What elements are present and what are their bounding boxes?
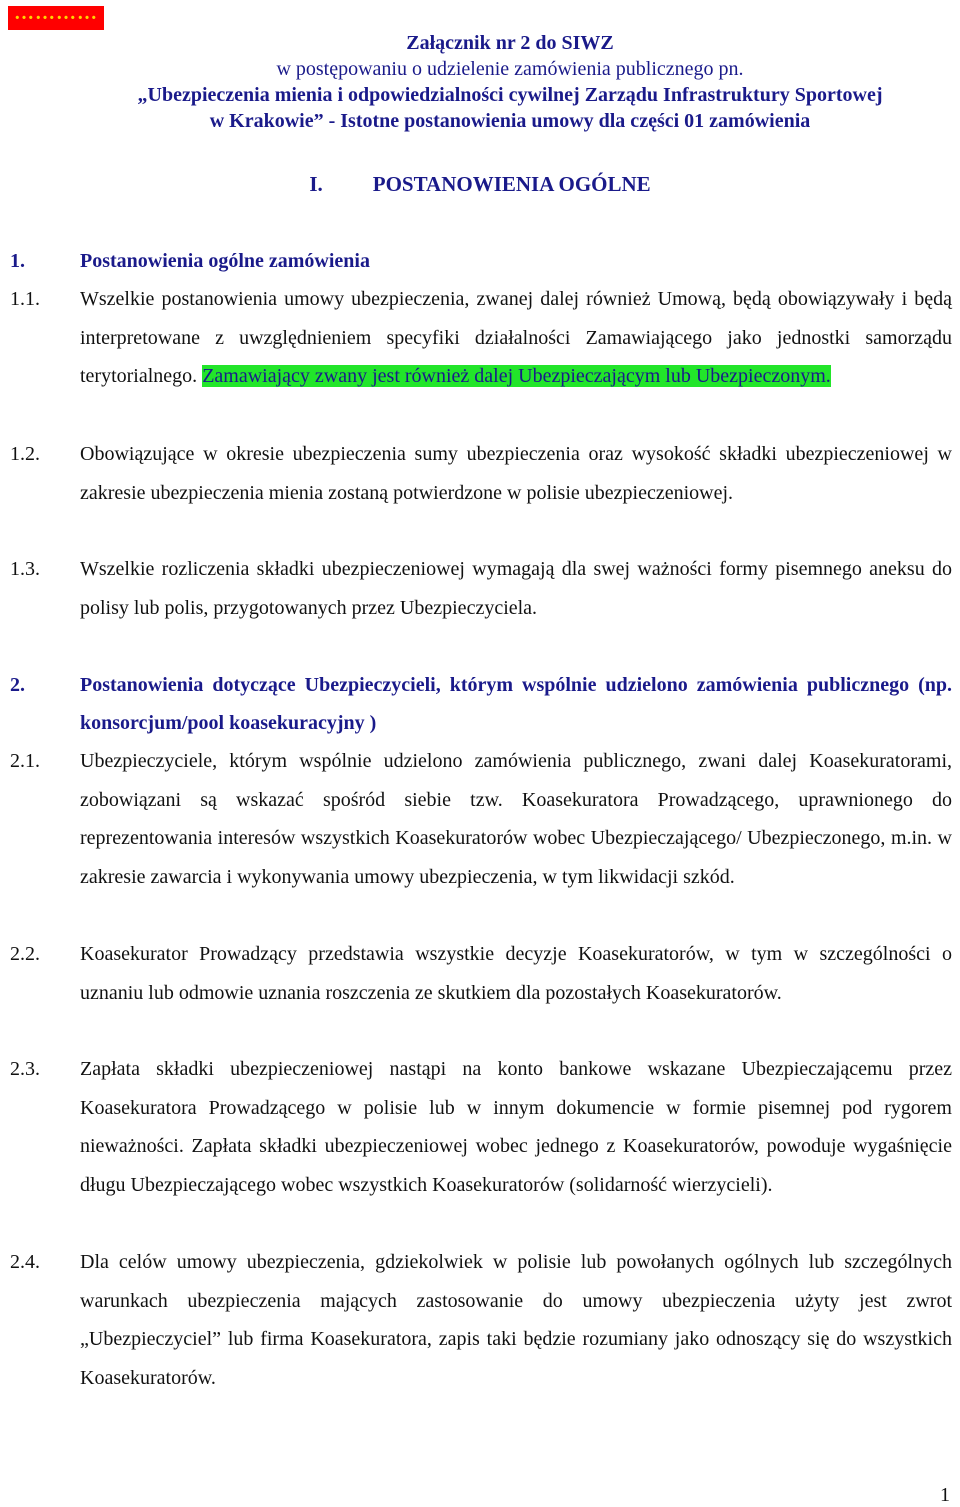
- paragraph-1-1: [10, 280, 952, 396]
- contract-name-line-2: w Krakowie” - Istotne postanowienia umowy dla części 01 zamówienia: [209, 110, 811, 132]
- page-number: 1: [940, 1484, 950, 1506]
- red-marker-label: …………: [8, 6, 104, 30]
- paragraph-text: Zapłata składki ubezpieczeniowej nastąpi na konto bankowe wskazane Ubezpieczającemu przez Koasekuratora Prowadzącego w polisie lub w innym dokumencie w formie pisemnej pod rygorem nieważności. Zapłata składki ubezpieczeniowej wobec jednego z Koasekuratorów, powoduje wygaśnięcie długu Ubezpieczającego wobec wszystkich Koasekuratorów (solidarność wierzycieli).: [80, 1058, 952, 1196]
- paragraph-2-1: [10, 742, 952, 896]
- paragraph-text: [80, 280, 952, 396]
- paragraph-number: 1.3.: [10, 558, 40, 580]
- paragraph-number: 2.2.: [10, 943, 40, 965]
- attachment-title: Załącznik nr 2 do SIWZ: [406, 32, 614, 54]
- heading-2: [10, 666, 952, 742]
- document-header: [60, 30, 960, 134]
- paragraph-text: Koasekurator Prowadzący przedstawia wszystkie decyzje Koasekuratorów, w tym w szczególności o uznaniu lub odmowie uznania roszczenia ze skutkiem dla pozostałych Koasekuratorów.: [80, 943, 952, 1004]
- paragraph-number: 2.4.: [10, 1251, 40, 1273]
- paragraph-2-3: [10, 1050, 952, 1204]
- paragraph-text: Ubezpieczyciele, którym wspólnie udzielono zamówienia publicznego, zwani dalej Koasekuratorami, zobowiązani są wskazać spośród siebie tzw. Koasekuratora Prowadzącego, uprawnionego do reprezentowania interesów wszystkich Koasekuratorów wobec Ubezpieczającego/ Ubezpieczonego, m.in. w zakresie zawarcia i wykonywania umowy ubezpieczenia, w tym likwidacji szkód.: [80, 750, 952, 888]
- paragraph-text: Dla celów umowy ubezpieczenia, gdziekolwiek w polisie lub powołanych ogólnych lub szczególnych warunkach ubezpieczenia mających zastosowanie do umowy ubezpieczenia użyty jest zwrot „Ubezpieczyciel” lub firma Koasekuratora, zapis taki będzie rozumiany jako odnoszący się do wszystkich Koasekuratorów.: [80, 1251, 952, 1389]
- paragraph-text-main: Wszelkie postanowienia umowy ubezpieczenia, zwanej dalej również Umową, będą obowiązywały i będą interpretowane z uwzględnieniem specyfiki działalności Zamawiającego jako jednostki samorządu terytorialnego.: [80, 288, 952, 388]
- contract-name-line-1: „Ubezpieczenia mienia i odpowiedzialności cywilnej Zarządu Infrastruktury Sportowej: [137, 84, 883, 106]
- paragraph-1-2: [10, 435, 952, 512]
- paragraph-2-2: [10, 935, 952, 1012]
- paragraph-number: 2.1.: [10, 750, 40, 772]
- paragraph-text: Obowiązujące w okresie ubezpieczenia sumy ubezpieczenia oraz wysokość składki ubezpieczeniowej w zakresie ubezpieczenia mienia zostaną potwierdzone w polisie ubezpieczeniowej.: [80, 443, 952, 504]
- paragraph-number: 1.1.: [10, 288, 40, 310]
- paragraph-number: 2.3.: [10, 1058, 40, 1080]
- section-title: POSTANOWIENIA OGÓLNE: [372, 172, 651, 196]
- procedure-subtitle: w postępowaniu o udzielenie zamówienia publicznego pn.: [276, 58, 744, 80]
- heading-1: [10, 242, 952, 280]
- heading-title: Postanowienia ogólne zamówienia: [80, 250, 370, 272]
- paragraph-2-4: [10, 1243, 952, 1397]
- section-heading: [0, 172, 960, 197]
- heading-title: Postanowienia dotyczące Ubezpieczycieli, którym wspólnie udzielono zamówienia publicznego (np. konsorcjum/pool koasekuracyjny ): [80, 674, 952, 734]
- highlighted-text: Zamawiający zwany jest również dalej Ubezpieczającym lub Ubezpieczonym.: [202, 365, 831, 388]
- paragraph-1-3: [10, 550, 952, 627]
- heading-number: 1.: [10, 250, 25, 272]
- heading-number: 2.: [10, 674, 25, 696]
- paragraph-number: 1.2.: [10, 443, 40, 465]
- section-number: I.: [309, 172, 323, 196]
- paragraph-text: Wszelkie rozliczenia składki ubezpieczeniowej wymagają dla swej ważności formy pisemnego aneksu do polisy lub polis, przygotowanych przez Ubezpieczyciela.: [80, 558, 952, 619]
